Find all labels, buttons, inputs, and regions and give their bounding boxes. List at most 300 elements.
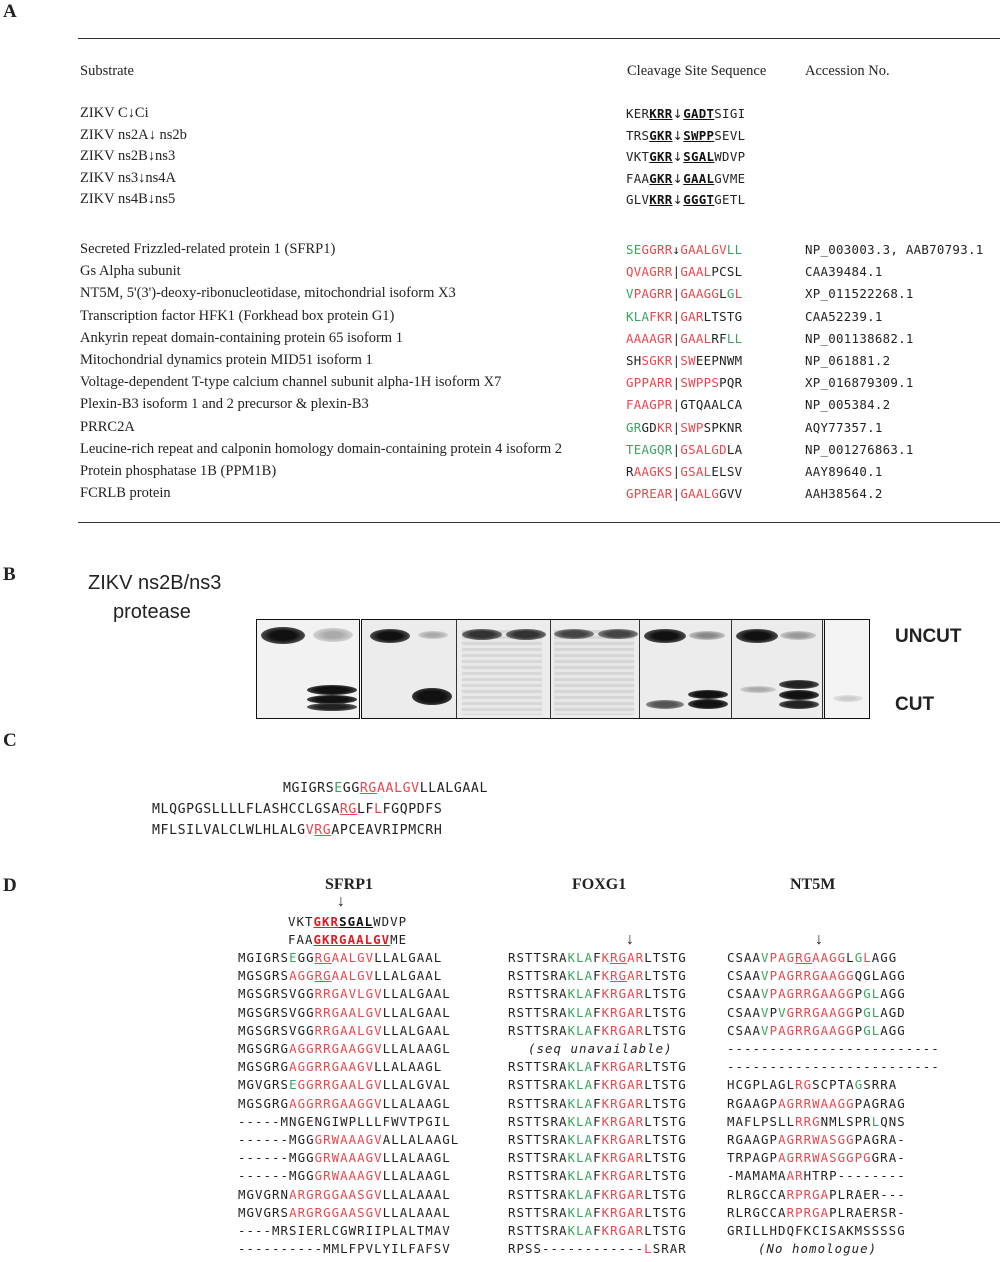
- sequence-segment: RPSS------------: [508, 1241, 645, 1257]
- foxg1-ortholog-sequence: [508, 1114, 687, 1129]
- sequence-segment: V: [626, 286, 634, 302]
- gel-divider-1: [456, 620, 457, 719]
- sequence-segment: |: [672, 353, 681, 368]
- sequence-segment: MAFLPSLL: [727, 1113, 796, 1129]
- sequence-segment: LTSTG: [644, 1059, 687, 1075]
- sequence-segment: MGVGRS: [238, 1077, 290, 1093]
- gel-foxg1: [256, 619, 360, 719]
- sequence-segment: RSTTSRA: [508, 1186, 568, 1202]
- sequence-segment: AGRRWAAGG: [778, 1095, 855, 1111]
- sequence-segment: KRGAR: [601, 1150, 645, 1166]
- sequence-segment: GAAL: [680, 330, 712, 346]
- band-nt5m-cut-plus-1: [688, 690, 728, 699]
- foxg1-ortholog-sequence: [508, 968, 687, 983]
- nt5m-ortholog-sequence: [727, 1077, 897, 1092]
- sequence-segment: F: [593, 1186, 602, 1202]
- nt5m-ortholog-sequence: [727, 1150, 906, 1165]
- sequence-segment: RSTTSRA: [508, 1077, 568, 1093]
- sequence-segment: RF: [711, 330, 727, 346]
- sequence-segment: RRGAALGV: [314, 1004, 383, 1020]
- sequence-segment: FGQPDFS: [382, 802, 443, 817]
- nt5m-ortholog-sequence: [727, 1132, 906, 1147]
- sequence-segment: GAAL: [680, 264, 712, 280]
- sequence-segment: MFLSILVALCLWLHLALG: [152, 823, 306, 838]
- sequence-segment: KRGAR: [601, 986, 645, 1002]
- protease-label-line1: ZIKV ns2B/ns3: [88, 572, 222, 594]
- zikv-row-sequence: [288, 914, 407, 929]
- sequence-segment: LLALGAAL: [382, 1004, 451, 1020]
- sequence-segment: LLALAAGL: [382, 1095, 451, 1111]
- sequence-segment: GKR: [649, 127, 673, 143]
- sequence-segment: LLALGVAL: [382, 1077, 451, 1093]
- accession-number: NP_061881.2: [805, 353, 891, 368]
- sequence-segment: LLALAAGL: [382, 1041, 451, 1056]
- sequence-segment: KRGAR: [601, 1077, 645, 1093]
- sequence-segment: GL: [863, 1022, 881, 1038]
- sequence-segment: E: [289, 950, 298, 965]
- sequence-segment: VKT: [626, 149, 650, 164]
- sequence-segment: LLALAAAL: [382, 1186, 451, 1202]
- band-nt5m-cut-minus: [646, 700, 684, 709]
- host-substrate-name: Gs Alpha subunit: [80, 263, 181, 280]
- sequence-segment: P: [854, 1004, 864, 1020]
- sequence-segment: RSTTSRA: [508, 1059, 568, 1075]
- sfrp1-cleavage-arrow: ↓: [337, 893, 345, 910]
- zikv-cleavage-sequence: [626, 149, 745, 164]
- sequence-segment: F: [593, 1004, 602, 1020]
- foxg1-ortholog-sequence: [508, 1132, 687, 1147]
- sequence-segment: LTSTG: [644, 1204, 687, 1220]
- band-gsalpha-uncut-faint: [780, 631, 816, 640]
- nt5m-ortholog-sequence: [727, 950, 897, 965]
- band-foxg1-cut-1: [307, 685, 357, 695]
- sequence-segment: GGRR: [641, 242, 673, 257]
- sequence-segment: L: [374, 802, 383, 817]
- sequence-segment: RSTTSRA: [508, 1132, 568, 1147]
- host-cleavage-sequence: [626, 420, 742, 435]
- uncut-label: UNCUT: [895, 626, 962, 647]
- sequence-segment: SW: [680, 353, 696, 368]
- sequence-segment: |: [672, 397, 681, 413]
- sequence-segment: GVV: [719, 486, 743, 502]
- sequence-segment: GKR: [649, 149, 673, 164]
- sequence-segment: KRGAR: [601, 1059, 645, 1075]
- sfrp1-ortholog-sequence: [238, 1150, 451, 1165]
- sequence-segment: (No homologue): [758, 1241, 878, 1257]
- sequence-segment: RPRGA: [786, 1204, 830, 1220]
- host-cleavage-sequence: [626, 242, 742, 257]
- sequence-segment: KLA: [626, 308, 650, 324]
- foxg1-ortholog-sequence: [508, 1077, 687, 1092]
- sequence-segment: GKR: [313, 914, 340, 929]
- zikv-substrate-name: ZIKV C↓Ci: [80, 105, 149, 121]
- nt5m-ortholog-sequence: [727, 1187, 906, 1202]
- sequence-segment: GGRRGAALGV: [297, 1077, 383, 1093]
- band-gsalpha-cut-1: [779, 680, 819, 689]
- sequence-segment: L: [846, 950, 855, 965]
- sequence-segment: FKR: [649, 308, 673, 324]
- sequence-segment: MGVGRN: [238, 1186, 290, 1202]
- sequence-segment: LLALGAAL: [382, 986, 451, 1002]
- foxg1-ortholog-sequence: [508, 1223, 687, 1238]
- sequence-segment: PAG: [769, 950, 796, 965]
- sequence-segment: KRGAR: [601, 1223, 645, 1238]
- sequence-segment: GRWAAAGV: [314, 1132, 383, 1147]
- sequence-segment: LF: [356, 802, 375, 817]
- sequence-segment: GAAL: [683, 170, 715, 186]
- band-foxg1-smear: [313, 628, 353, 642]
- zikv-substrate-name: ZIKV ns4B↓ns5: [80, 191, 176, 207]
- gel-divider-2: [550, 620, 551, 719]
- sequence-segment: PAGRRGAAGG: [769, 986, 855, 1002]
- sfrp1-ortholog-sequence: [238, 1005, 451, 1020]
- nt5m-ortholog-sequence: [727, 968, 906, 983]
- zikv-cleavage-sequence: [626, 192, 745, 207]
- sequence-segment: AGGRRGAAGGV: [289, 1095, 383, 1111]
- sequence-segment: LLALGAAL: [374, 950, 443, 965]
- sequence-segment: KLA: [567, 1077, 594, 1093]
- sequence-segment: L: [734, 286, 743, 302]
- sequence-segment: APCEAVRIPMCRH: [331, 823, 443, 838]
- sequence-segment: V: [761, 1022, 770, 1038]
- sequence-segment: AALGV: [331, 968, 375, 984]
- host-substrate-name: NT5M, 5'(3')-deoxy-ribonucleotidase, mitochondrial isoform X3: [80, 285, 456, 302]
- sequence-segment: AGRRWASGGPG: [778, 1150, 872, 1166]
- sequence-segment: AALGV: [331, 950, 375, 965]
- zikv-row-sequence: [288, 932, 407, 947]
- sequence-segment: SWP: [680, 419, 704, 435]
- gel-lane-smear-sfrp2: [462, 630, 542, 715]
- sequence-segment: RG: [314, 968, 332, 984]
- sequence-segment: ----MRSIERLCGWRIIPLALTMAV: [238, 1223, 451, 1238]
- nt5m-ortholog-sequence: [758, 1241, 877, 1256]
- sequence-segment: AAGKS: [633, 464, 673, 479]
- sequence-segment: V: [761, 1004, 770, 1020]
- sequence-segment: G: [854, 950, 864, 965]
- sfrp1-ortholog-sequence: [238, 986, 451, 1001]
- sfrp-row-sequence: [152, 802, 442, 817]
- band-control-faint: [833, 695, 863, 702]
- sequence-segment: RRG: [795, 1113, 821, 1129]
- sequence-segment: E: [289, 1077, 298, 1093]
- sequence-segment: KLA: [567, 1204, 594, 1220]
- sequence-segment: KRGAR: [601, 1113, 645, 1129]
- host-cleavage-sequence: [626, 397, 742, 412]
- sequence-segment: RSTTSRA: [508, 1095, 568, 1111]
- sequence-segment: KR: [657, 419, 673, 435]
- sequence-segment: L: [719, 286, 727, 302]
- sequence-segment: ME: [390, 932, 408, 948]
- sequence-segment: AGG: [880, 1022, 906, 1038]
- sequence-segment: F: [593, 1204, 602, 1220]
- sfrp1-ortholog-sequence: [238, 1168, 451, 1183]
- sequence-segment: GSAL: [680, 464, 712, 479]
- sequence-segment: F: [593, 968, 602, 984]
- foxg1-ortholog-sequence: [508, 1023, 687, 1038]
- sequence-segment: GRRGAAGG: [786, 1004, 855, 1020]
- sequence-segment: F: [593, 1077, 602, 1093]
- sfrp1-ortholog-sequence: [238, 1114, 451, 1129]
- panel-c-letter: C: [3, 730, 17, 751]
- sfrp1-ortholog-sequence: [238, 1041, 451, 1056]
- sequence-segment: GG: [297, 950, 315, 965]
- nt5m-ortholog-sequence: [727, 1059, 940, 1074]
- sequence-segment: F: [593, 1095, 602, 1111]
- sequence-segment: LA: [726, 441, 743, 457]
- accession-number: CAA52239.1: [805, 308, 883, 324]
- sequence-segment: F: [593, 1150, 602, 1166]
- sequence-segment: F: [593, 1113, 602, 1129]
- sequence-segment: F: [593, 1168, 602, 1184]
- sequence-segment: KLA: [567, 1168, 594, 1184]
- sequence-segment: |: [672, 330, 681, 346]
- sequence-segment: MGSGRG: [238, 1095, 290, 1111]
- sequence-segment: GADT: [683, 106, 715, 121]
- sfrp1-ortholog-sequence: [238, 1077, 451, 1092]
- sequence-segment: P: [769, 1004, 779, 1020]
- sequence-segment: LTSTG: [644, 968, 687, 984]
- sequence-segment: |: [672, 286, 681, 302]
- sequence-segment: PQR: [719, 375, 743, 391]
- band-sfrp4-uncut-plus: [598, 629, 638, 639]
- gel-control: [824, 619, 870, 719]
- sequence-segment: |: [672, 486, 681, 502]
- sequence-segment: V: [305, 823, 315, 838]
- sequence-segment: AAGG: [812, 950, 847, 965]
- sequence-segment: KRGAR: [601, 1168, 645, 1184]
- sequence-segment: PLRAER---: [829, 1186, 906, 1202]
- sequence-segment: AR: [627, 950, 645, 965]
- sequence-segment: LTSTG: [644, 1004, 687, 1020]
- sequence-segment: ELSV: [711, 464, 743, 479]
- sequence-segment: R: [626, 464, 634, 479]
- sequence-segment: AGG: [289, 968, 315, 984]
- sequence-segment: PAGRRGAAGG: [769, 968, 855, 984]
- sequence-segment: PLRAERSR-: [829, 1204, 906, 1220]
- sequence-segment: (seq unavailable): [528, 1041, 673, 1056]
- sequence-segment: SEVL: [714, 127, 746, 143]
- sequence-segment: RLRGCCA: [727, 1204, 787, 1220]
- sequence-segment: GAAL: [680, 242, 712, 257]
- accession-number: NP_001276863.1: [805, 441, 914, 457]
- host-cleavage-sequence: [626, 309, 742, 324]
- accession-number: AAY89640.1: [805, 464, 883, 479]
- sequence-segment: KRGAR: [601, 1204, 645, 1220]
- foxg1-ortholog-sequence: [508, 986, 687, 1001]
- sequence-segment: GR: [626, 419, 642, 435]
- sequence-segment: V: [778, 1004, 787, 1020]
- cleavage-header: Cleavage Site Sequence: [627, 63, 767, 79]
- sequence-segment: LLALAAAL: [382, 1204, 451, 1220]
- host-substrate-name: Ankyrin repeat domain-containing protein 65 isoform 1: [80, 329, 403, 346]
- sequence-segment: RGAAGP: [727, 1095, 779, 1111]
- band-nt5m-uncut-faint: [689, 631, 725, 640]
- sequence-segment: LTSTG: [644, 1223, 687, 1238]
- substrate-header: Substrate: [80, 63, 134, 79]
- foxg1-ortholog-sequence: [508, 1168, 687, 1183]
- sequence-segment: RSTTSRA: [508, 1168, 568, 1184]
- sequence-segment: KLA: [567, 1095, 594, 1111]
- sequence-segment: TEAGQR: [626, 441, 673, 457]
- sequence-segment: RG: [610, 968, 628, 984]
- host-cleavage-sequence: [626, 442, 742, 457]
- sfrp1-ortholog-sequence: [238, 1132, 459, 1147]
- sequence-segment: GRWAAAGV: [314, 1150, 383, 1166]
- sequence-segment: ↓: [672, 149, 684, 164]
- protease-label-line2: protease: [113, 601, 191, 623]
- sequence-segment: GGGT: [683, 192, 715, 207]
- sequence-segment: RSTTSRA: [508, 1022, 568, 1038]
- sequence-segment: KLA: [567, 950, 594, 965]
- sequence-segment: GKRGAALGV: [313, 932, 391, 948]
- band-gsalpha-uncut: [736, 629, 778, 643]
- sequence-segment: KRGAR: [601, 1186, 645, 1202]
- zikv-cleavage-sequence: [626, 128, 745, 143]
- sequence-segment: KLA: [567, 1022, 594, 1038]
- sequence-segment: L: [863, 950, 872, 965]
- sequence-segment: MGSGRSVGG: [238, 986, 315, 1002]
- sequence-segment: KER: [626, 106, 650, 121]
- nt5m-column-header: NT5M: [790, 876, 836, 893]
- sequence-segment: ↓: [672, 170, 684, 186]
- sequence-segment: GAALG: [680, 486, 720, 502]
- sequence-segment: RG: [339, 802, 357, 817]
- sequence-segment: TRPAGP: [727, 1150, 779, 1166]
- band-sfrp1-uncut-faint: [418, 631, 448, 639]
- sequence-segment: KRGAR: [601, 1132, 645, 1147]
- foxg1-ortholog-sequence: [528, 1041, 673, 1056]
- sequence-segment: AGGRRGAAGV: [289, 1059, 375, 1075]
- sequence-segment: RSTTSRA: [508, 1223, 568, 1238]
- sfrp1-ortholog-sequence: [238, 1241, 451, 1256]
- sequence-segment: KRGAR: [601, 1095, 645, 1111]
- band-gsalpha-cut-minus: [740, 686, 776, 693]
- sequence-segment: SWPPS: [680, 375, 720, 391]
- sequence-segment: GTQAALCA: [680, 397, 743, 413]
- foxg1-cleavage-arrow: ↓: [626, 931, 634, 948]
- sequence-segment: QNS: [880, 1113, 906, 1129]
- sequence-segment: ------MGG: [238, 1168, 315, 1184]
- sequence-segment: RG: [795, 950, 813, 965]
- sequence-segment: LTSTG: [644, 1113, 687, 1129]
- host-substrate-name: PRRC2A: [80, 418, 135, 435]
- band-sfrp1-cut: [412, 688, 452, 705]
- panel-a-letter: A: [3, 1, 17, 22]
- nt5m-cleavage-arrow: ↓: [815, 931, 823, 948]
- sequence-segment: |: [672, 375, 681, 391]
- sequence-segment: QVAGRR: [626, 264, 673, 280]
- accession-number: CAA39484.1: [805, 264, 883, 280]
- sequence-segment: MGSGRS: [238, 968, 290, 984]
- sfrp-row-sequence: [283, 781, 488, 796]
- foxg1-ortholog-sequence: [508, 1005, 687, 1020]
- sequence-segment: GPREAR: [626, 486, 673, 502]
- sequence-segment: PAGRR: [633, 286, 673, 302]
- sequence-segment: EEPNWM: [695, 353, 743, 368]
- sequence-segment: SGAL: [339, 914, 374, 929]
- zikv-substrate-name: ZIKV ns2B↓ns3: [80, 148, 176, 164]
- foxg1-ortholog-sequence: [508, 1205, 687, 1220]
- sequence-segment: |: [672, 464, 681, 479]
- host-substrate-name: Voltage-dependent T-type calcium channel subunit alpha-1H isoform X7: [80, 374, 502, 391]
- sequence-segment: VKT: [288, 914, 314, 929]
- sequence-segment: KLA: [567, 1150, 594, 1166]
- nt5m-ortholog-sequence: [727, 1168, 906, 1183]
- sequence-segment: AGRRWASGG: [778, 1132, 855, 1147]
- sequence-segment: KRR: [649, 192, 673, 207]
- host-cleavage-sequence: [626, 286, 742, 301]
- nt5m-ortholog-sequence: [727, 1096, 906, 1111]
- sequence-segment: -------------------------: [727, 1059, 940, 1075]
- sequence-segment: LLALGAAL: [419, 781, 489, 796]
- sequence-segment: KRGAR: [601, 1022, 645, 1038]
- sequence-segment: GKR: [649, 170, 673, 186]
- host-cleavage-sequence: [626, 331, 742, 346]
- sequence-segment: |: [672, 264, 681, 280]
- gel-divider-4: [731, 620, 732, 719]
- foxg1-ortholog-sequence: [508, 1187, 687, 1202]
- sequence-segment: -------------------------: [727, 1041, 940, 1056]
- sequence-segment: GL: [863, 1004, 881, 1020]
- sfrp1-ortholog-sequence: [238, 1205, 451, 1220]
- zikv-substrate-name: ZIKV ns2A↓ ns2b: [80, 126, 187, 143]
- sequence-segment: SCPTA: [812, 1077, 855, 1093]
- sequence-segment: SE: [626, 242, 642, 257]
- sequence-segment: GAAGG: [680, 286, 720, 302]
- sequence-segment: AAAAGR: [626, 330, 673, 346]
- sequence-segment: GETL: [714, 192, 746, 207]
- sequence-segment: MGSGRSVGG: [238, 1022, 315, 1038]
- sequence-segment: KLA: [567, 1113, 594, 1129]
- host-substrate-name: FCRLB protein: [80, 485, 171, 502]
- sfrp1-column-header: SFRP1: [325, 876, 373, 893]
- sequence-segment: F: [593, 1059, 602, 1075]
- sequence-segment: AGG: [880, 986, 906, 1002]
- sequence-segment: AALGV: [376, 781, 420, 796]
- foxg1-ortholog-sequence: [508, 1096, 687, 1111]
- foxg1-column-header: FOXG1: [572, 876, 627, 893]
- sequence-segment: MGIGRS: [283, 781, 335, 796]
- sequence-segment: AGG: [871, 950, 898, 965]
- sequence-segment: AGD: [880, 1004, 906, 1020]
- sequence-segment: P: [854, 1022, 864, 1038]
- foxg1-ortholog-sequence: [508, 950, 687, 965]
- panel-a-bottom-rule: [78, 522, 1000, 523]
- host-cleavage-sequence: [626, 486, 742, 501]
- sequence-segment: ↓: [672, 242, 681, 257]
- sfrp1-ortholog-sequence: [238, 950, 442, 965]
- sequence-segment: KRGAR: [601, 1004, 645, 1020]
- sequence-segment: GSALGD: [680, 441, 727, 457]
- sequence-segment: ↓: [672, 192, 684, 207]
- zikv-cleavage-sequence: [626, 171, 745, 186]
- sequence-segment: PAGRAG: [854, 1095, 906, 1111]
- sequence-segment: MGSGRSVGG: [238, 1004, 315, 1020]
- sequence-segment: GPPARR: [626, 375, 673, 391]
- sfrp1-ortholog-sequence: [238, 968, 442, 983]
- sfrp1-ortholog-sequence: [238, 1059, 442, 1074]
- sequence-segment: LLALGAAL: [382, 1022, 451, 1038]
- sequence-segment: LTSTG: [644, 1022, 687, 1038]
- sequence-segment: LTSTG: [644, 1186, 687, 1202]
- sfrp1-ortholog-sequence: [238, 1096, 451, 1111]
- band-foxg1-uncut: [261, 627, 305, 644]
- sfrp1-ortholog-sequence: [238, 1223, 451, 1238]
- nt5m-ortholog-sequence: [727, 986, 906, 1001]
- panel-b-letter: B: [3, 564, 16, 585]
- sequence-segment: RG: [359, 781, 377, 796]
- sequence-segment: AGGRRGAAGGV: [289, 1041, 383, 1056]
